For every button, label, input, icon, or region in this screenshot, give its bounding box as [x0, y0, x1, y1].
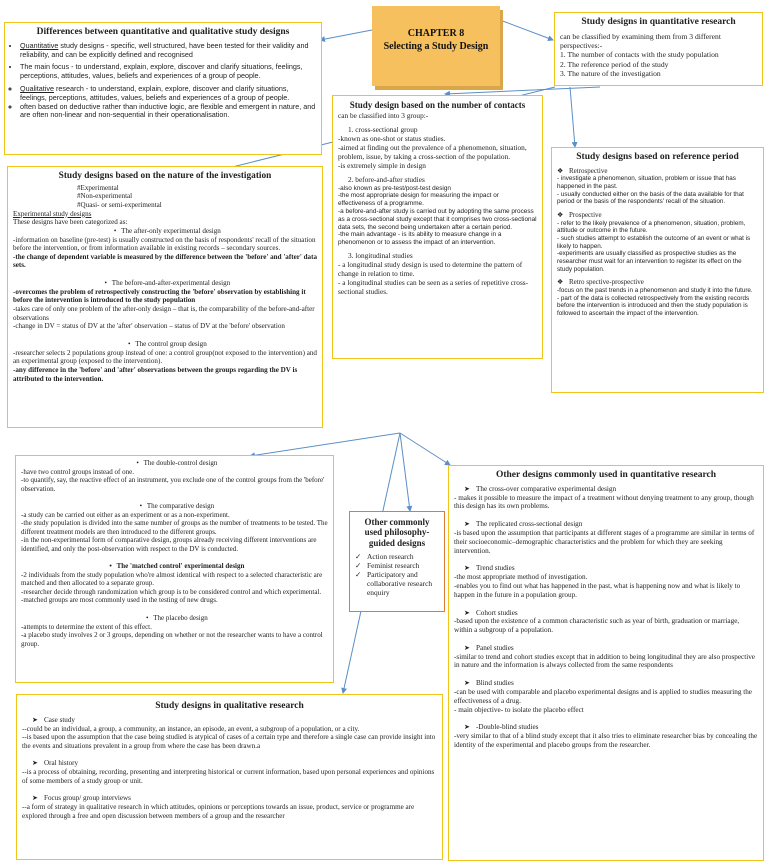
text: study designs - specific, well structured, have been tested for their validity and reliability, and can be explicitly defined and recognised — [20, 40, 309, 59]
list-item: #Non-experimental — [77, 192, 133, 201]
list-item: • The main focus - to understand, explain, explore, discover and clarify situations, feelings, perceptions, attitudes, values, beliefs and experiences of a group of people. — [20, 63, 316, 81]
list-item — [355, 561, 439, 570]
other-quant-designs-box — [448, 465, 764, 861]
arrow-to-philosophy — [400, 433, 410, 511]
arrow-bullet-icon: ➤ — [464, 679, 471, 688]
heading-text: Panel studies — [476, 643, 514, 652]
box-title: Other commonly used philosophy-guided designs — [364, 517, 430, 548]
heading-text: The cross-over comparative experimental design — [476, 484, 617, 493]
arrow-bullet-icon: ➤ — [464, 723, 471, 732]
text-line: - makes it possible to measure the impact of a treatment without denying treatment to any group, though this design has its own problems. — [454, 493, 754, 511]
box-title: Study designs based on the nature of the investigation — [58, 171, 272, 181]
intro-text: can be classified by examining them from 3 different perspectives:- — [560, 31, 721, 51]
text-line: - investigate a phenomenon, situation, problem or issue that has happened in the past. — [557, 175, 736, 191]
item-text: Feminist research — [367, 561, 420, 571]
text-line: -in the non-experimental form of comparative design, groups already receiving different interventions are identified, and only the post-observation with respect to the DV is conducted. — [21, 536, 317, 553]
arrow-to-quant-qual — [320, 30, 372, 40]
heading-text: The double-control design — [143, 459, 218, 467]
text-line: --could be an individual, a group, a community, an instance, an episode, an event, a subgroup of a population, or a city. — [22, 724, 360, 733]
text-line: -similar to trend and cohort studies except that in addition to being longitudinal they are also prospective in nature and the information is always collected from the same respondents — [454, 652, 756, 670]
text-line: - a longitudinal study design is used to determine the pattern of change in relation to time. — [338, 259, 523, 278]
section-heading — [454, 644, 758, 653]
heading-text: The before-and-after-experimental design — [111, 279, 231, 288]
subsection-heading: • The comparative design — [139, 502, 215, 511]
heading-text: Case study — [44, 715, 75, 724]
arrow-to-double — [250, 433, 400, 456]
list-item: #Quasi- or semi-experimental — [77, 200, 162, 209]
text-line: -any difference in the 'before' and 'after' observations between the groups regarding the DV is attributed to the intervention. — [13, 365, 298, 383]
heading-text: Blind studies — [476, 679, 514, 688]
section-heading: Experimental study designs — [13, 209, 92, 218]
subsection-heading: • The double-control design — [136, 459, 218, 467]
text-line: -to quantify, say, the reactive effect of an instrument, you exclude one of the control groups from the 'before' observation. — [21, 476, 325, 493]
heading-text: The control group design — [135, 339, 207, 348]
check-icon: ✓ — [355, 552, 362, 562]
arrow-bullet-icon: ➤ — [464, 564, 471, 573]
list-item — [20, 85, 316, 103]
text-line: -the change of dependent variable is measured by the difference between the 'before' and 'after' data sets. — [13, 252, 318, 270]
check-icon: ✓ — [355, 570, 362, 580]
heading-text: Retrospective — [569, 166, 608, 175]
quant-qual-differences-box — [4, 22, 322, 155]
text: research - to understand, explain, explore, discover and clarify situations, feelings, perceptions, attitudes, values, beliefs and experiences of a group of people. — [20, 84, 290, 102]
item-text: Participatory and collaborative research enquiry — [367, 570, 433, 598]
list-item: 3. The nature of the investigation — [560, 68, 661, 78]
text-line: - main objective- to isolate the placebo effect — [454, 705, 584, 714]
reference-period-box — [551, 147, 764, 393]
subsection-heading: • The placebo design — [146, 613, 208, 622]
section-heading — [454, 485, 758, 494]
arrow-quant-to-contacts — [445, 87, 600, 94]
text-line: -enables you to find out what has happened in the past, what is happening now and what is likely to happen in the future in a population group. — [454, 581, 741, 599]
section-heading — [22, 716, 437, 725]
text-line: -can be used with comparable and placebo experimental designs and is applied to studies measuring the effectiveness of a drug. — [454, 687, 752, 705]
list-item — [20, 42, 316, 60]
arrow-bullet-icon: ➤ — [32, 759, 38, 768]
text-line: -change in DV = status of DV at the 'after' observation – status of DV at the 'before' observation — [13, 322, 285, 331]
list-item: ◦ often based on deductive rather than inductive logic, are flexible and emergent in nature, and are often non-linear and non-sequential in their operationalisation. — [20, 103, 316, 121]
text-line: - such studies attempt to establish the outcome of an event or what is likely to happen. — [557, 235, 751, 250]
text-line: -matched groups are most commonly used in the testing of new drugs. — [21, 596, 218, 605]
text-line: --is a process of obtaining, recording, presenting and interpreting historical or current information, based upon personal experiences and opinions of some members of a study group or unit. — [22, 768, 435, 785]
nature-of-investigation-box — [7, 166, 323, 428]
qualitative-research-box — [16, 694, 443, 860]
arrow-to-other — [400, 433, 450, 465]
text-line: -researcher selects 2 populations group instead of one: a control group(not exposed to the intervention) and an experimental group (exposed to the intervention). — [13, 348, 317, 366]
text-line: -focus on the past trends in a phenomenon and study it into the future. — [557, 286, 753, 294]
box-title: Study designs in quantitative research — [581, 17, 736, 27]
section-heading — [557, 211, 758, 220]
number-of-contacts-box — [332, 95, 543, 359]
text-line: -the study population is divided into the same number of groups as the number of treatments to be tested. The different treatment models are then introduced to the different groups. — [21, 519, 328, 536]
text-line: -experiments are usually classified as prospective studies as the researcher must wait for an intervention to register its effect on the study population. — [557, 250, 742, 273]
heading-text: Oral history — [44, 759, 79, 768]
box-title: Study designs based on reference period — [576, 152, 739, 162]
arrow-bullet-icon: ➤ — [464, 643, 471, 652]
text-line: -information on baseline (pre-test) is usually constructed on the basis of respondents' recall of the situation before the intervention, or from information available in existing records – secondary sources. — [13, 235, 316, 253]
heading-text: Retro spective-prospective — [569, 278, 644, 287]
section-heading — [557, 278, 758, 287]
text-line: -aimed at finding out the prevalence of a phenomenon, situation, problem, issue, by taking a cross-section of the population. — [338, 143, 527, 161]
box-title: Study design based on the number of contacts — [349, 100, 526, 110]
list-item: #Experimental — [77, 183, 119, 192]
subsection-heading: • The before-and-after-experimental design — [104, 279, 231, 288]
item-text: Action research — [367, 552, 414, 562]
text-line: - usually conducted either on the basis of the data available for that period or the basis of the respondents' recall of the situation. — [557, 190, 744, 206]
text-line: -have two control groups instead of one. — [21, 467, 134, 476]
heading-text: Cohort studies — [476, 608, 518, 617]
section-heading — [454, 520, 758, 529]
text-line: -a before-and-after study is carried out by adopting the same process as a cross-sectional study except that it comprises two cross-sectional data sets, the second being undertaken after a certain period. — [338, 208, 537, 231]
heading-text: The after-only experimental design — [121, 226, 221, 235]
diamond-bullet-icon: ❖ — [557, 278, 564, 287]
text-line: -known as one-shot or status studies. — [338, 134, 446, 144]
text-line: -2 individuals from the study population who're almost identical with respect to a selected characteristic are matched and then allocated to a separate group. — [21, 570, 323, 588]
arrow-bullet-icon: ➤ — [32, 794, 38, 803]
arrow-quant-to-reference — [570, 87, 575, 147]
subsection-heading: • The control group design — [127, 339, 207, 348]
heading-text: The placebo design — [153, 613, 208, 622]
subsection-heading: • The after-only experimental design — [113, 226, 221, 235]
term: Qualitative — [20, 84, 54, 94]
heading-text: Focus group/ group interviews — [44, 794, 131, 803]
text-line: -takes care of only one problem of the after-only design – that is, the comparability of the before-and-after observations — [13, 305, 315, 322]
intro-text: These designs have been categorized as: — [13, 218, 128, 227]
subsection-heading: • The 'matched control' experimental design — [109, 562, 245, 571]
chapter-title-card — [372, 6, 500, 86]
philosophy-guided-box — [349, 511, 445, 612]
text-line: -researcher decide through randomization which group is to be considered control and which experimental. — [21, 587, 322, 596]
quant-research-box — [554, 12, 763, 86]
arrow-bullet-icon: ➤ — [32, 715, 38, 724]
diamond-bullet-icon: ❖ — [557, 166, 564, 175]
section-heading: 3. longitudinal studies — [348, 251, 413, 261]
heading-text: The 'matched control' experimental design — [116, 562, 245, 571]
chapter-number: CHAPTER 8 — [407, 28, 465, 39]
check-icon: ✓ — [355, 561, 362, 571]
text-line: - part of the data is collected retrospectively from the existing records before the intervention is introduced and then the study population is followed to ascertain the impact of the intervention. — [557, 294, 750, 317]
section-heading — [22, 794, 437, 803]
box-title: Differences between quantitative and qualitative study designs — [36, 27, 290, 37]
box-title: Other designs commonly used in quantitative research — [495, 470, 717, 480]
text-line: -the most appropriate method of investigation. — [454, 573, 588, 582]
text-line: -is based upon the assumption that participants at different stages of a programme are similar in terms of their socioeconomic–demographic characteristics and the problem for which they are seeking intervention. — [454, 529, 755, 555]
section-heading: 2. before-and-after studies — [348, 174, 425, 184]
text-line: -very similar to that of a blind study except that it also tries to eliminate researcher bias by concealing the identity of the experimental and placebo groups from the researcher. — [454, 732, 758, 749]
section-heading — [454, 679, 758, 688]
box-title: Study designs in qualitative research — [155, 701, 304, 711]
text-line: --is based upon the assumption that the case being studied is atypical of cases of a certain type and therefore a single case can provide insight into the events and situations prevalent in a group from where the case has been drawn.a — [22, 733, 436, 750]
experimental-designs-box — [15, 455, 334, 683]
diamond-bullet-icon: ❖ — [557, 211, 564, 220]
text-line: --a form of strategy in qualitative research in which attitudes, opinions or perceptions towards an issue, product, service or programme are explored through a free and open discussion between members of a group and the researcher — [22, 803, 415, 820]
text-line: -the main advantage - is its ability to measure change in a phenomenon or to assess the impact of an intervention. — [338, 231, 502, 247]
heading-text: Prospective — [569, 211, 602, 220]
text-line: -a placebo study involves 2 or 3 groups, depending on whether or not the researcher wants to have a control group. — [21, 631, 323, 648]
text-line: -based upon the existence of a common characteristic such as year of birth, graduation or marriage, within a subgroup of a population. — [454, 617, 740, 635]
list-item — [355, 570, 439, 597]
intro-text: can be classified into 3 group:- — [338, 111, 429, 121]
text-line: -is extremely simple in design — [338, 160, 426, 170]
heading-text: The replicated cross-sectional design — [476, 520, 583, 529]
heading-text: Trend studies — [476, 564, 515, 573]
section-heading — [557, 167, 758, 176]
section-heading — [454, 723, 758, 732]
text-line: -attempts to determine the extent of this effect. — [21, 622, 152, 631]
text-line: -also known as pre-test/post-test design — [338, 184, 451, 192]
arrow-to-quant-research — [500, 20, 553, 40]
arrow-bullet-icon: ➤ — [464, 484, 471, 493]
text-line: - refer to the likely prevalence of a phenomenon, situation, problem, attitude or outcome in the future. — [557, 219, 746, 235]
text-line: -the most appropriate design for measuring the impact or effectiveness of a programme. — [338, 192, 499, 208]
arrow-bullet-icon: ➤ — [464, 608, 471, 617]
list-item: 1. The number of contacts with the study population — [560, 50, 719, 60]
heading-text: -Double-blind studies — [476, 723, 539, 732]
arrow-bullet-icon: ➤ — [464, 520, 471, 529]
text-line: -overcomes the problem of retrospectively constructing the 'before' observation by establishing it before the intervention is introduced to the study population — [13, 287, 306, 305]
term: Quantitative — [20, 40, 59, 50]
section-heading — [454, 609, 758, 618]
text-line: -a study can be carried out either as an experiment or as a non-experiment. — [21, 510, 230, 519]
heading-text: The comparative design — [146, 502, 215, 511]
section-heading — [454, 564, 758, 573]
list-item — [355, 552, 439, 561]
section-heading: 1. cross-sectional group — [348, 125, 418, 135]
text-line: - a longitudinal studies can be seen as a series of repetitive cross-sectional studies. — [338, 277, 529, 296]
section-heading — [22, 759, 437, 768]
chapter-title: Selecting a Study Design — [383, 40, 489, 52]
list-item: 2. The reference period of the study — [560, 59, 669, 69]
